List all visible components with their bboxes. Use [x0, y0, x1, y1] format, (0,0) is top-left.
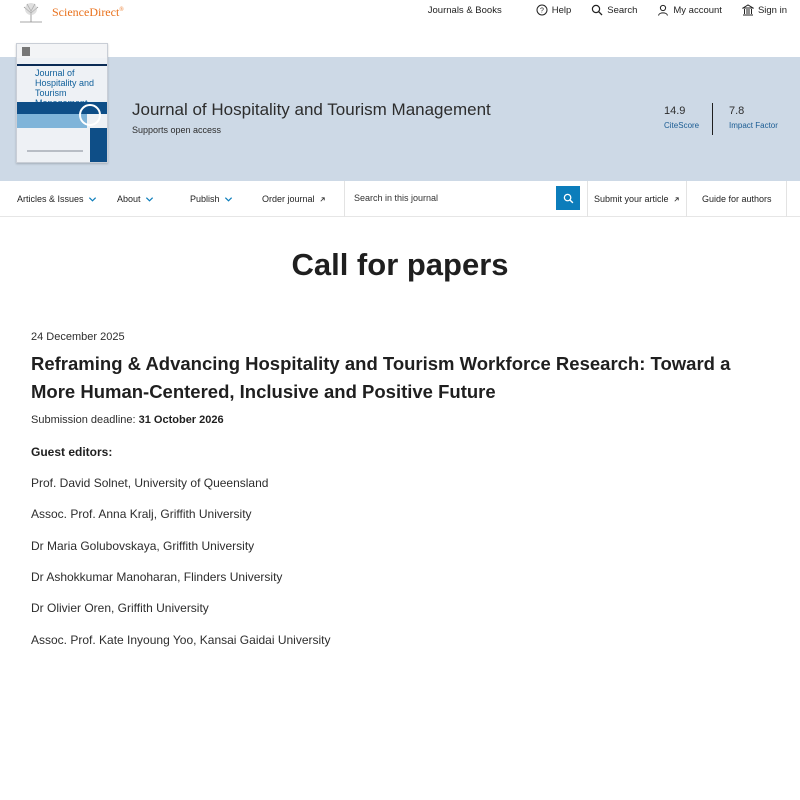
about-menu[interactable] [117, 194, 154, 204]
list-item: Dr Olivier Oren, Griffith University [31, 601, 209, 615]
top-bar [0, 0, 800, 57]
divider [786, 181, 787, 217]
search-link[interactable] [591, 4, 637, 16]
search-label: Search [607, 4, 638, 16]
chevron-down-icon [88, 195, 97, 204]
journal-cover-image[interactable] [16, 43, 108, 163]
citescore-value: 14.9 [664, 105, 686, 117]
journal-nav [0, 181, 800, 217]
search-icon [563, 193, 574, 204]
submit-article-label: Submit your article [594, 194, 669, 204]
sciencedirect-logo[interactable] [16, 0, 124, 24]
articles-issues-label: Articles & Issues [17, 194, 84, 204]
cfp-date: 24 December 2025 [31, 331, 125, 343]
journal-search-button[interactable] [556, 186, 580, 210]
list-item: Prof. David Solnet, University of Queensland [31, 476, 269, 490]
help-label: Help [551, 4, 572, 16]
my-account-link[interactable] [657, 4, 722, 16]
divider [587, 181, 588, 217]
impact-factor-label: Impact Factor [729, 121, 778, 130]
cfp-title: Reframing & Advancing Hospitality and Tourism Workforce Research: Toward a More Human-Centered, Inclusive and Positive Future [31, 353, 731, 402]
cover-title: Journal of Hospitality and Tourism [35, 68, 95, 98]
page-heading: Call for papers [291, 247, 509, 282]
list-item: Assoc. Prof. Anna Kralj, Griffith University [31, 507, 252, 521]
list-item: Dr Ashokkumar Manoharan, Flinders University [31, 570, 283, 584]
user-icon [657, 4, 669, 16]
my-account-label: My account [673, 4, 722, 16]
help-circle-icon [536, 4, 548, 16]
submission-deadline [31, 414, 224, 426]
institution-icon [742, 4, 754, 16]
deadline-value: 31 October 2026 [138, 414, 224, 426]
deadline-label: Submission deadline: [31, 414, 139, 426]
external-link-icon [673, 196, 680, 203]
citescore-metric[interactable] [664, 105, 699, 130]
impact-factor-value: 7.8 [729, 105, 745, 117]
publish-label: Publish [190, 194, 220, 204]
impact-factor-metric[interactable] [729, 105, 778, 130]
journals-books-label: Journals & Books [427, 4, 502, 16]
order-journal-link[interactable] [262, 194, 326, 204]
journal-title[interactable]: Journal of Hospitality and Tourism Management [132, 100, 491, 119]
help-link[interactable] [536, 4, 572, 16]
citescore-label: CiteScore [664, 121, 700, 130]
submit-article-link[interactable] [594, 194, 680, 204]
articles-issues-menu[interactable] [17, 194, 97, 204]
top-nav [428, 4, 787, 16]
divider [686, 181, 687, 217]
brand-name: ScienceDirect® [52, 4, 124, 19]
about-label: About [117, 194, 141, 204]
sign-in-label: Sign in [757, 4, 787, 16]
guest-editors-label: Guest editors: [31, 445, 113, 459]
journal-search-input[interactable] [354, 193, 544, 203]
journals-books-link[interactable] [428, 5, 502, 16]
journal-banner [0, 57, 800, 181]
chevron-down-icon [145, 195, 154, 204]
guide-for-authors-label: Guide for authors [702, 194, 772, 204]
guide-for-authors-link[interactable] [702, 194, 772, 204]
metric-divider [712, 103, 713, 135]
publish-menu[interactable] [190, 194, 233, 204]
search-icon [591, 4, 603, 16]
svg-text:?: ? [539, 7, 544, 15]
external-link-icon [319, 196, 326, 203]
open-access-label: Supports open access [132, 125, 222, 135]
list-item: Assoc. Prof. Kate Inyoung Yoo, Kansai Gaidai University [31, 633, 331, 647]
order-journal-label: Order journal [262, 194, 315, 204]
sign-in-link[interactable] [742, 4, 787, 16]
elsevier-tree-icon [16, 1, 46, 23]
list-item: Dr Maria Golubovskaya, Griffith University [31, 539, 255, 553]
chevron-down-icon [224, 195, 233, 204]
journal-search-box [344, 181, 580, 217]
